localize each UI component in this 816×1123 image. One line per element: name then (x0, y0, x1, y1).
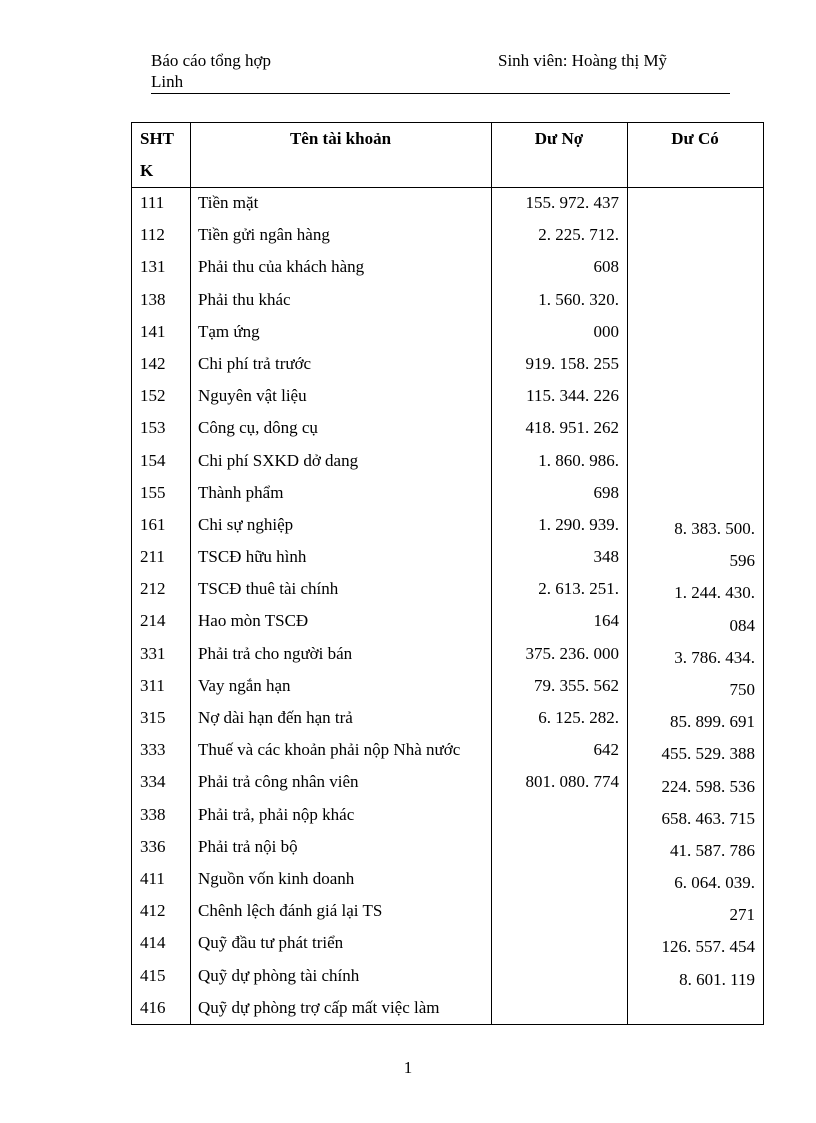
account-code: 415 (140, 965, 166, 985)
account-balance-table (131, 122, 764, 1025)
report-title: Báo cáo tổng hợp (151, 51, 271, 70)
account-name: Chi sự nghiệp (198, 514, 294, 534)
account-code: 212 (140, 579, 166, 599)
credit-value: 750 (729, 679, 755, 699)
account-code: 142 (140, 353, 166, 373)
debit-value: 919. 158. 255 (525, 353, 619, 373)
account-name: Thuế và các khoản phải nộp Nhà nước (198, 740, 461, 760)
account-name: Quỹ dự phòng trợ cấp mất việc làm (198, 997, 440, 1017)
debit-value: 155. 972. 437 (525, 193, 619, 212)
account-name: TSCĐ hữu hình (198, 547, 307, 567)
account-code: 315 (140, 708, 166, 727)
debit-value: 698 (593, 482, 619, 502)
account-code: 214 (140, 611, 166, 631)
credit-value: 224. 598. 536 (661, 776, 755, 796)
account-code: 336 (140, 836, 166, 856)
credit-value: 084 (729, 615, 755, 635)
account-name-column (198, 187, 492, 1024)
account-name: Quỹ dự phòng tài chính (198, 965, 360, 985)
account-name: Phải trả công nhân viên (198, 772, 359, 792)
header-account-name: Tên tài khoản (289, 129, 392, 148)
account-code: 338 (140, 804, 166, 824)
account-code: 331 (140, 643, 166, 663)
account-name: Chênh lệch đánh giá lại TS (198, 901, 383, 921)
debit-value: 418. 951. 262 (525, 418, 619, 438)
debit-value: 79. 355. 562 (534, 675, 619, 695)
account-code: 333 (140, 740, 166, 760)
account-code: 131 (140, 257, 166, 277)
header-du-co: Dư Có (671, 129, 719, 148)
account-code: 155 (140, 482, 166, 502)
debit-value: 164 (593, 611, 619, 631)
credit-value: 8. 383. 500. (674, 519, 755, 538)
debit-value: 000 (593, 321, 619, 341)
debit-value: 375. 236. 000 (525, 643, 619, 663)
account-name: Vay ngắn hạn (198, 675, 291, 695)
account-code: 412 (140, 901, 166, 921)
account-name: Phải thu khác (198, 289, 291, 309)
debit-value: 801. 080. 774 (525, 772, 619, 792)
account-name: Phải thu của khách hàng (198, 257, 365, 277)
account-code: 211 (140, 547, 165, 567)
debit-balance-column (493, 187, 619, 799)
debit-value: 642 (593, 740, 619, 760)
debit-value: 2. 225. 712. (538, 225, 619, 245)
header-left (151, 50, 401, 92)
credit-value: 85. 899. 691 (670, 712, 755, 732)
credit-value: 1. 244. 430. (674, 583, 755, 603)
debit-value: 608 (593, 257, 619, 277)
account-name: Thành phẩm (198, 482, 284, 502)
account-name: Phải trả, phải nộp khác (198, 804, 355, 824)
debit-value: 1. 860. 986. (538, 450, 619, 470)
account-code: 111 (140, 193, 165, 212)
page-number: 1 (403, 1058, 413, 1077)
header-shtk: SHT K (140, 129, 175, 180)
account-name: Tạm ứng (198, 321, 260, 341)
account-name: Phải trả nội bộ (198, 836, 298, 856)
credit-value: 271 (729, 905, 755, 925)
header-rule (151, 93, 730, 94)
account-name: Tiền gửi ngân hàng (198, 225, 330, 245)
account-code: 334 (140, 772, 166, 792)
account-name: Nguồn vốn kinh doanh (198, 868, 355, 888)
credit-value: 658. 463. 715 (661, 808, 755, 828)
debit-value: 6. 125. 282. (538, 708, 619, 727)
credit-value: 3. 786. 434. (674, 647, 755, 667)
credit-value: 126. 557. 454 (661, 937, 755, 957)
account-code: 161 (140, 514, 166, 534)
credit-value: 596 (729, 551, 755, 571)
account-code: 112 (140, 225, 165, 245)
account-name: Chi phí SXKD dở dang (198, 450, 359, 470)
account-name: Nợ dài hạn đến hạn trả (198, 708, 353, 727)
column-divider (190, 123, 191, 1024)
credit-balance-column (629, 513, 755, 996)
account-name: Công cụ, dông cụ (198, 418, 318, 438)
debit-value: 1. 290. 939. (538, 514, 619, 534)
account-code: 152 (140, 386, 166, 406)
account-code-column (140, 187, 190, 1024)
header-du-no: Dư Nợ (534, 129, 584, 148)
account-name: Hao mòn TSCĐ (198, 611, 309, 631)
account-name: Phải trả cho người bán (198, 643, 353, 663)
debit-value: 1. 560. 320. (538, 289, 619, 309)
report-title-line2: Linh (151, 72, 184, 91)
credit-value: 6. 064. 039. (674, 873, 755, 893)
account-code: 411 (140, 868, 165, 888)
debit-value: 115. 344. 226 (526, 386, 619, 406)
account-code: 414 (140, 933, 166, 953)
account-code: 416 (140, 997, 166, 1017)
credit-value: 8. 601. 119 (679, 969, 755, 989)
account-code: 153 (140, 418, 166, 438)
account-name: Quỹ đầu tư phát triển (198, 933, 344, 953)
debit-value: 348 (593, 547, 619, 567)
account-code: 138 (140, 289, 166, 309)
account-code: 141 (140, 321, 166, 341)
credit-value: 455. 529. 388 (661, 744, 755, 764)
credit-value: 41. 587. 786 (670, 840, 755, 860)
account-code: 311 (140, 675, 165, 695)
account-code: 154 (140, 450, 166, 470)
student-name: Sinh viên: Hoàng thị Mỹ (498, 51, 668, 70)
account-name: TSCĐ thuê tài chính (198, 579, 339, 599)
account-name: Chi phí trả trước (198, 353, 312, 373)
column-divider (627, 123, 628, 1024)
debit-value: 2. 613. 251. (538, 579, 619, 599)
account-name: Tiền mặt (198, 193, 259, 212)
account-name: Nguyên vật liệu (198, 386, 307, 406)
